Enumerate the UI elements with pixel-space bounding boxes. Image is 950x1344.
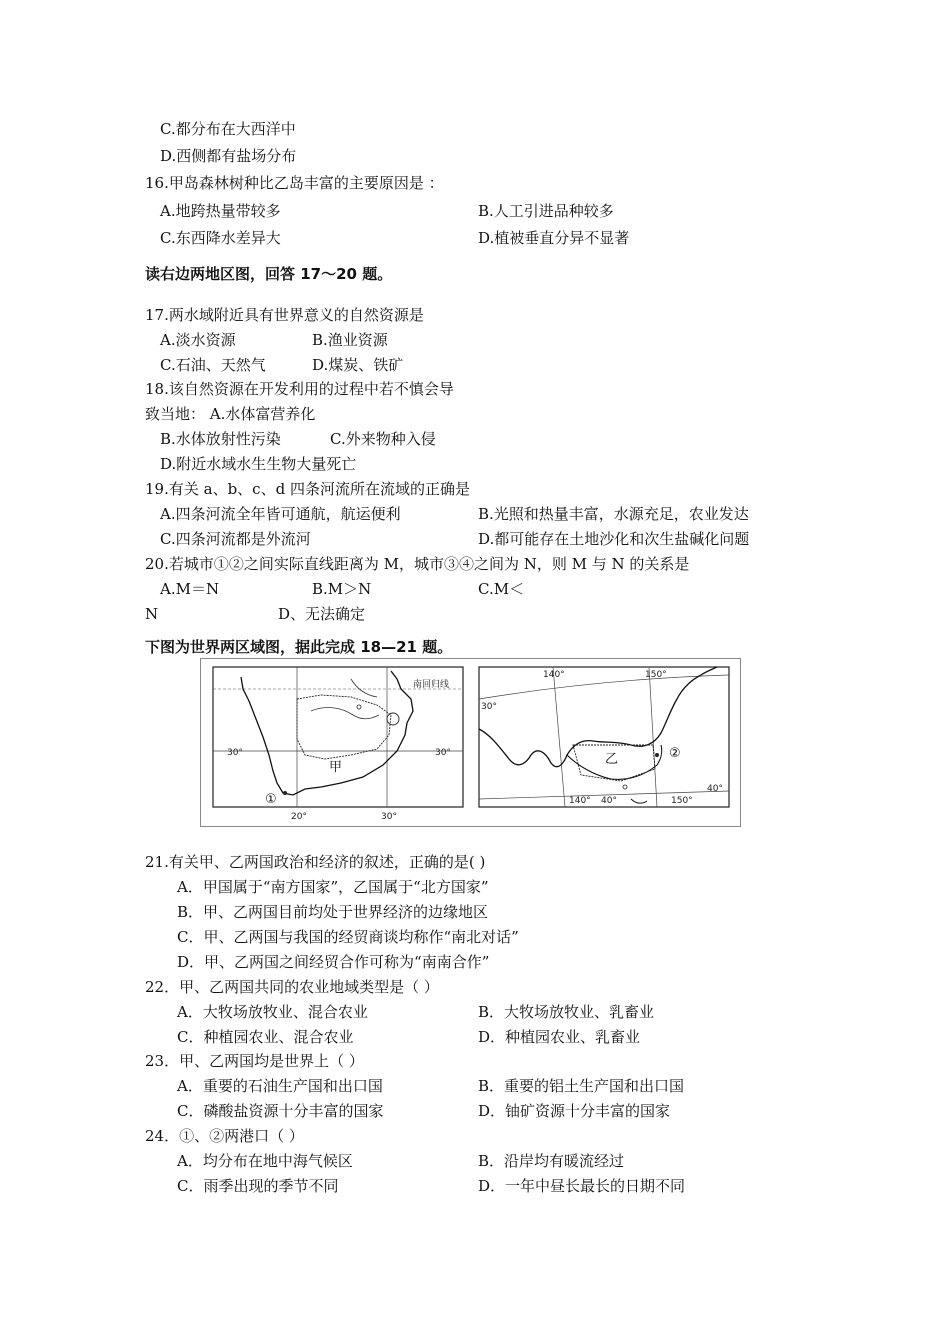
tasmania-outline <box>631 799 647 803</box>
q18-stem-line1: 18.该自然资源在开发利用的过程中若不慎会导 <box>145 380 454 398</box>
lesotho-outline <box>387 713 399 725</box>
q21-option-c: C．甲、乙两国与我国的经贸商谈均称作“南北对话” <box>177 928 519 946</box>
right-lon-bot-140: 140° <box>569 796 591 806</box>
q19-option-d: D.都可能存在土地沙化和次生盐碱化问题 <box>478 530 750 548</box>
q21-option-a: A．甲国属于“南方国家”，乙国属于“北方国家” <box>177 878 489 896</box>
q17-option-a: A.淡水资源 <box>160 331 236 349</box>
q18-stem-line2: 致当地： A.水体富营养化 <box>145 405 316 423</box>
right-city-dot <box>623 785 627 789</box>
left-lon-label-30: 30° <box>381 812 397 822</box>
q20-option-d: D、无法确定 <box>278 605 366 623</box>
q15-option-d: D.西侧都有盐场分布 <box>160 147 297 165</box>
q19-option-b: B.光照和热量丰富，水源充足，农业发达 <box>478 505 749 523</box>
q23-option-c: C．磷酸盐资源十分丰富的国家 <box>177 1102 384 1120</box>
q16-option-c: C.东西降水差异大 <box>160 229 281 247</box>
right-lon150-line <box>649 667 657 807</box>
port-2-label: ② <box>669 746 681 761</box>
q23-option-b: B．重要的铝土生产国和出口国 <box>478 1077 685 1095</box>
q23-stem: 23．甲、乙两国均是世界上（ ） <box>145 1052 364 1070</box>
q15-option-c: C.都分布在大西洋中 <box>160 120 296 138</box>
q18-option-c: C.外来物种入侵 <box>330 430 436 448</box>
right-lon-top-140: 140° <box>543 670 565 680</box>
right-lat-label-40: 40° <box>707 784 723 794</box>
q16-option-a: A.地跨热量带较多 <box>160 202 281 220</box>
q20-option-c-cont: N <box>145 605 159 623</box>
q21-option-d: D．甲、乙两国之间经贸合作可称为“南南合作” <box>177 953 490 971</box>
q22-stem: 22．甲、乙两国共同的农业地域类型是（ ） <box>145 978 439 996</box>
q17-option-c: C.石油、天然气 <box>160 356 266 374</box>
q18-option-b: B.水体放射性污染 <box>160 430 281 448</box>
q20-option-b: B.M＞N <box>312 580 372 598</box>
left-lon-label-20: 20° <box>291 812 307 822</box>
q24-stem: 24．①、②两港口（ ） <box>145 1127 304 1145</box>
right-lat-bot-40: 40° <box>601 796 617 806</box>
q24-option-a: A．均分布在地中海气候区 <box>177 1152 353 1170</box>
q20-option-c: C.M＜ <box>478 580 525 598</box>
port-1-label: ① <box>265 792 277 807</box>
q17-option-d: D.煤炭、铁矿 <box>312 356 404 374</box>
left-river-2 <box>351 679 377 697</box>
left-tropic-label: 南回归线 <box>413 680 450 690</box>
q22-option-c: C．种植园农业、混合农业 <box>177 1028 354 1046</box>
left-lat-label-west: 30° <box>227 748 243 758</box>
maps-svg <box>201 659 740 826</box>
q23-option-d: D．铀矿资源十分丰富的国家 <box>478 1102 671 1120</box>
country-yi-label: 乙 <box>605 752 619 767</box>
section-heading-17-20: 读右边两地区图，回答 17～20 题。 <box>145 265 393 283</box>
port-1-dot <box>283 791 287 795</box>
q19-option-c: C.四条河流都是外流河 <box>160 530 311 548</box>
region-maps-figure <box>200 658 741 827</box>
q16-stem: 16.甲岛森林树种比乙岛丰富的主要原因是 ： <box>145 174 444 192</box>
right-coastline <box>479 667 717 767</box>
q20-stem: 20.若城市①②之间实际直线距离为 M，城市③④之间为 N，则 M 与 N 的关系是 <box>145 555 690 573</box>
q16-option-d: D.植被垂直分异不显著 <box>478 229 630 247</box>
left-river <box>311 708 379 719</box>
q19-option-a: A.四条河流全年皆可通航，航运便利 <box>160 505 401 523</box>
q24-option-c: C．雨季出现的季节不同 <box>177 1177 339 1195</box>
section-heading-18-21: 下图为世界两区域图，据此完成 18—21 题。 <box>145 638 453 656</box>
port-2-dot <box>655 753 659 757</box>
q18-option-d: D.附近水域水生生物大量死亡 <box>160 455 357 473</box>
right-lat-label-30: 30° <box>481 702 497 712</box>
left-lat-label-east: 30° <box>435 748 451 758</box>
q24-option-d: D．一年中昼长最长的日期不同 <box>478 1177 686 1195</box>
q17-stem: 17.两水域附近具有世界意义的自然资源是 <box>145 306 424 324</box>
q17-option-b: B.渔业资源 <box>312 331 388 349</box>
q24-option-b: B．沿岸均有暖流经过 <box>478 1152 625 1170</box>
q22-option-b: B．大牧场放牧业、乳畜业 <box>478 1003 655 1021</box>
right-map-frame <box>479 667 729 807</box>
country-jia-label: 甲 <box>329 760 343 775</box>
left-city-dot <box>357 705 361 709</box>
q21-option-b: B．甲、乙两国目前均处于世界经济的边缘地区 <box>177 903 489 921</box>
right-lon-bot-150: 150° <box>671 796 693 806</box>
right-lon-top-150: 150° <box>645 670 667 680</box>
right-lat30-line <box>479 675 729 699</box>
country-jia-border <box>297 695 391 759</box>
q22-option-a: A．大牧场放牧业、混合农业 <box>177 1003 368 1021</box>
q23-option-a: A．重要的石油生产国和出口国 <box>177 1077 383 1095</box>
q16-option-b: B.人工引进品种较多 <box>478 202 614 220</box>
q19-stem: 19.有关 a、b、c、d 四条河流所在流域的正确是 <box>145 480 470 498</box>
q21-stem: 21.有关甲、乙两国政治和经济的叙述，正确的是( ) <box>145 853 486 871</box>
q22-option-d: D．种植园农业、乳畜业 <box>478 1028 641 1046</box>
q20-option-a: A.M＝N <box>160 580 220 598</box>
